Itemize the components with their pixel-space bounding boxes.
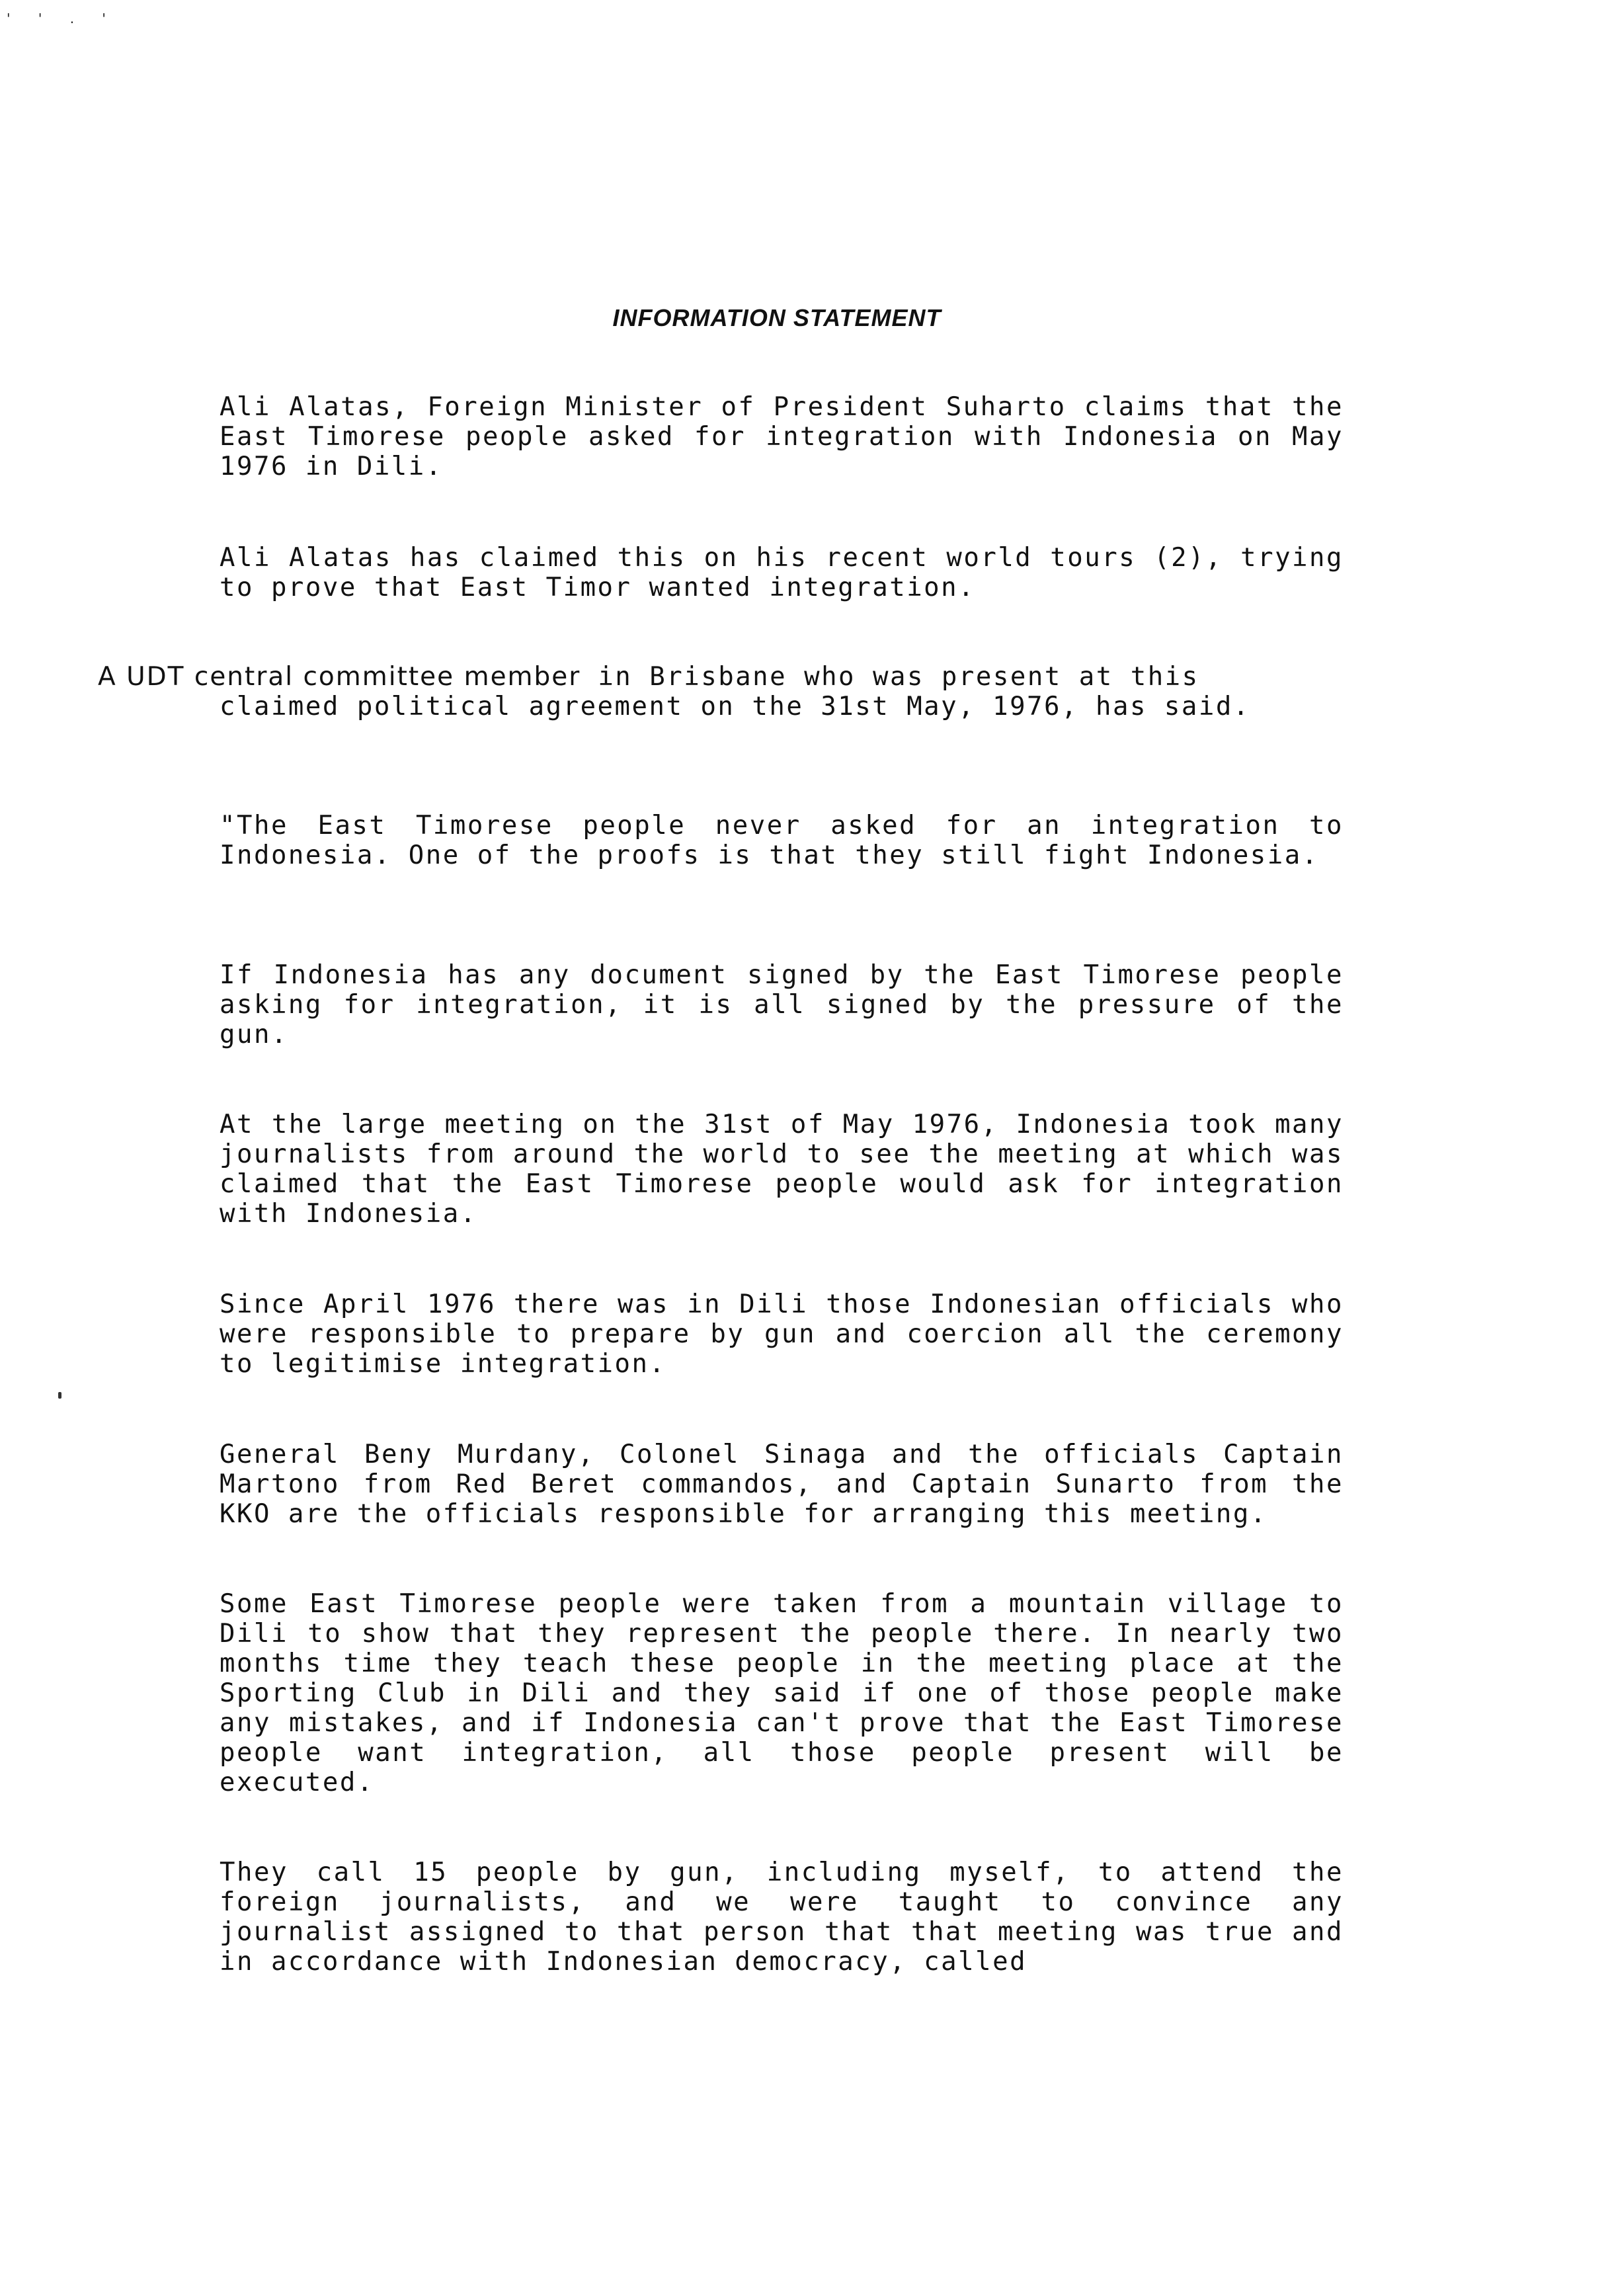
udt-continuation: claimed political agreement on the 31st May, 1976, has said. (220, 692, 1250, 721)
document-title: INFORMATION STATEMENT (612, 304, 942, 331)
paragraph-udt (98, 662, 1345, 721)
paragraph-5: At the large meeting on the 31st of May 1976, Indonesia took many journalists from around the world to see the meeting at which was claimed that the East Timorese people would ask for integration with Indonesia. (220, 1110, 1344, 1229)
paragraph-9: They call 15 people by gun, including myself, to attend the foreign journalists, and we were taught to convince any journalist assigned to that person that that meeting was true and in accordance with Indonesian democracy, called (220, 1858, 1344, 1977)
scan-artifact-marks: ' ' . ' (7, 11, 118, 26)
paragraph-2: Ali Alatas has claimed this on his recent world tours (2), trying to prove that East Timor wanted integration. (220, 543, 1344, 602)
paragraph-8: Some East Timorese people were taken from a mountain village to Dili to show that they represent the people there. In nearly two months time they teach these people in the meeting place at the Sporting Club in Dili and they said if one of those people make any mistakes, and if Indonesia can't prove that the East Timorese people want integration, all those people present will be executed. (220, 1589, 1344, 1797)
paragraph-3: "The East Timorese people never asked for an integration to Indonesia. One of the proofs is that they still fight Indonesia. (220, 811, 1344, 870)
udt-first-line: in Brisbane who was present at this (598, 662, 1199, 692)
paragraph-6: Since April 1976 there was in Dili those Indonesian officials who were responsible to prepare by gun and coercion all the ceremony to legitimise integration. (220, 1290, 1344, 1379)
paragraph-1: Ali Alatas, Foreign Minister of President Suharto claims that the East Timorese people asked for integration with Indonesia on May 1976 in Dili. (220, 392, 1344, 481)
scan-artifact-dot (58, 1392, 61, 1399)
udt-lead: A UDT central committee member (98, 662, 581, 692)
paragraph-7: General Beny Murdany, Colonel Sinaga and the officials Captain Martono from Red Beret commandos, and Captain Sunarto from the KKO are the officials responsible for arranging this meeting. (220, 1440, 1344, 1529)
paragraph-4: If Indonesia has any document signed by the East Timorese people asking for integration, it is all signed by the pressure of the gun. (220, 960, 1344, 1049)
